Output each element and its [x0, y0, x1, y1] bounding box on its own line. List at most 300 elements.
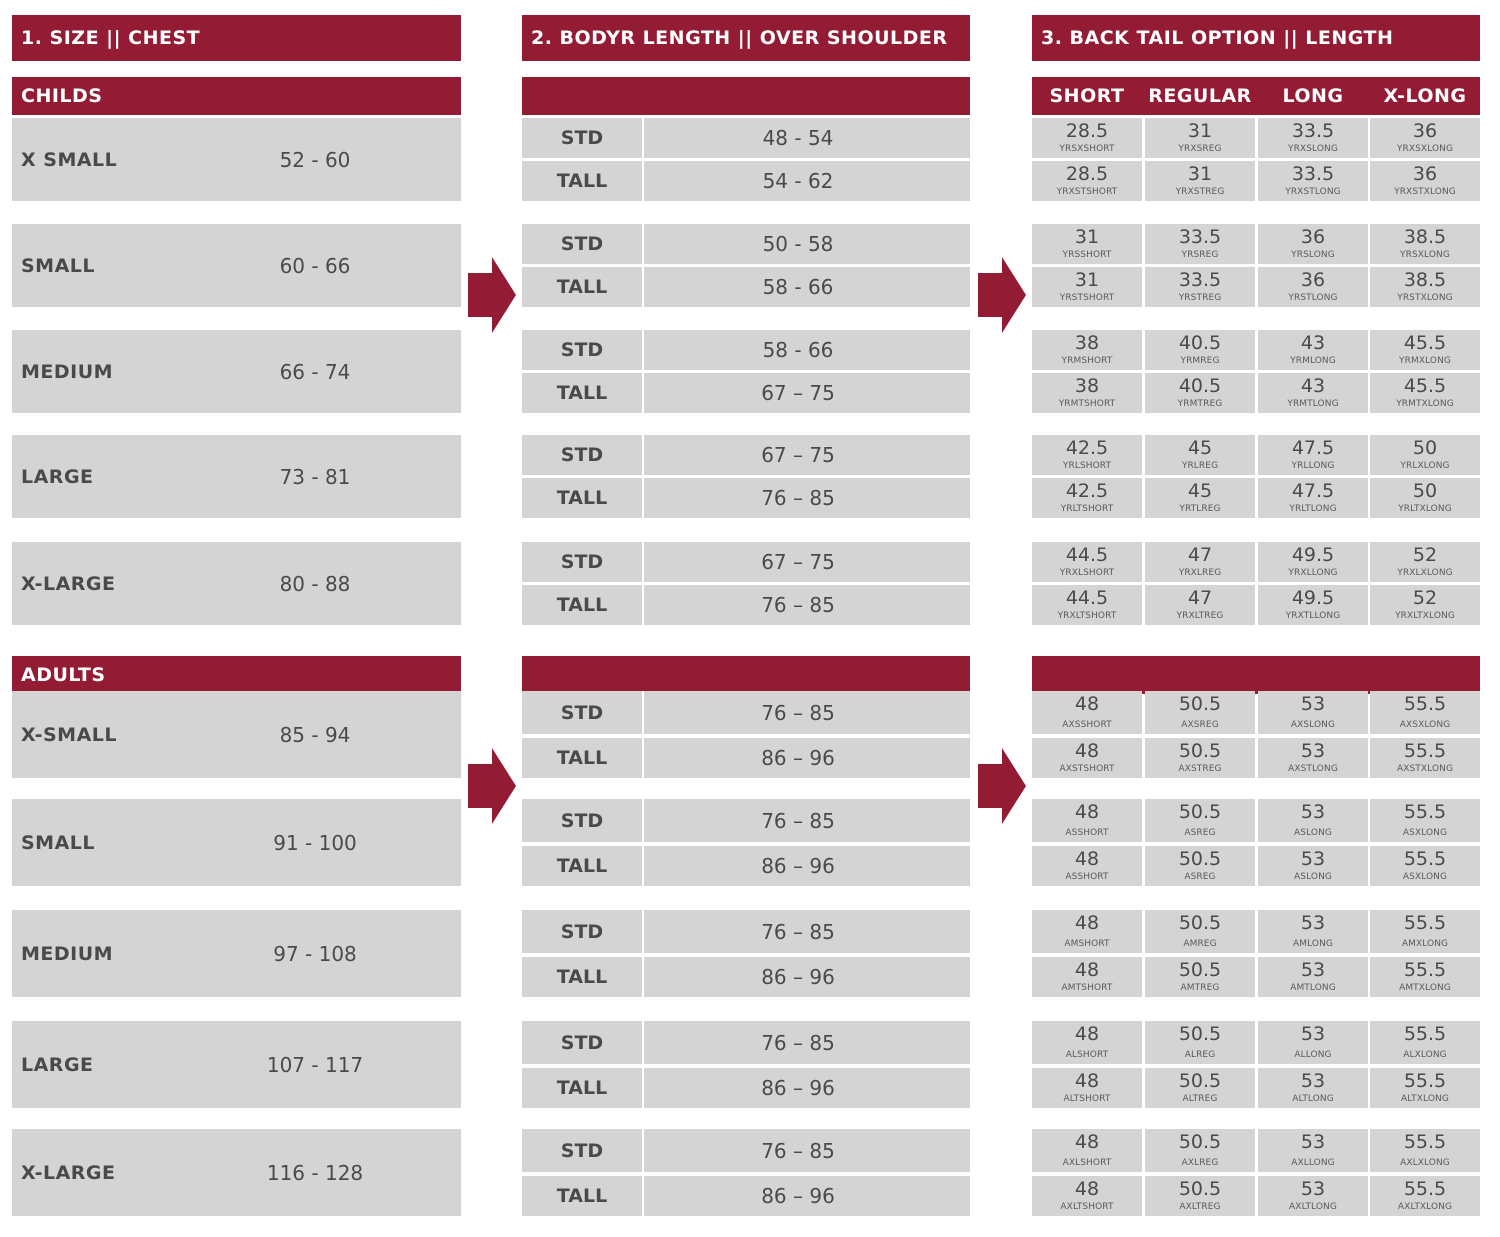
tail-length: 33.5 [1178, 226, 1222, 248]
tail-code: AXLSHORT [1062, 1158, 1112, 1168]
tail-length: 47.5 [1291, 437, 1335, 459]
tail-length: 38 [1074, 332, 1100, 354]
tail-code: YRXSREG [1178, 144, 1222, 154]
tail-column-header: X-LONG [1383, 85, 1467, 107]
length-range: 67 – 75 [761, 550, 835, 574]
length-row [522, 435, 970, 475]
tail-code: AMLONG [1292, 939, 1333, 949]
tail-cell [1258, 435, 1368, 475]
tail-code: ASXLONG [1402, 828, 1448, 838]
tail-cell [1032, 330, 1142, 370]
tail-code: AXSREG [1181, 720, 1219, 730]
tail-code: YRXSTSHORT [1056, 187, 1118, 197]
tail-code: AXLTXLONG [1397, 1202, 1453, 1212]
tail-length: 40.5 [1178, 332, 1222, 354]
tail-cell [1145, 691, 1255, 734]
fit-label: TALL [556, 276, 608, 298]
tail-code: YRXSXLONG [1396, 144, 1454, 154]
tail-cell [1145, 118, 1255, 158]
size-name: SMALL [21, 254, 96, 277]
tail-length: 42.5 [1065, 437, 1109, 459]
length-range: 54 - 62 [762, 169, 834, 193]
group-label: CHILDS [12, 77, 461, 115]
tail-code: ALTSHORT [1063, 1094, 1111, 1104]
length-range: 50 - 58 [762, 232, 834, 256]
chest-range: 73 - 81 [279, 464, 351, 489]
tail-cell [1258, 478, 1368, 518]
tail-code: YRMTSHORT [1058, 399, 1116, 409]
fit-label: STD [560, 701, 604, 724]
tail-code: YRMTLONG [1287, 399, 1339, 409]
tail-code: YRLLONG [1291, 461, 1335, 471]
tail-length: 53 [1300, 1070, 1326, 1092]
tail-length: 52 [1412, 544, 1438, 566]
tail-length: 45 [1187, 480, 1213, 502]
tail-code: AXLTSHORT [1060, 1202, 1114, 1212]
tail-cell [1370, 435, 1480, 475]
tail-code: YRSLONG [1291, 250, 1335, 260]
tail-cell [1032, 910, 1142, 953]
tail-cell [1370, 478, 1480, 518]
tail-cell [1370, 118, 1480, 158]
length-row [522, 118, 970, 158]
tail-length: 40.5 [1178, 375, 1222, 397]
fit-label: TALL [556, 747, 608, 769]
tail-cell [1032, 161, 1142, 201]
tail-length: 49.5 [1291, 587, 1335, 609]
size-name: MEDIUM [21, 942, 114, 965]
tail-length: 50 [1412, 437, 1438, 459]
length-row [522, 846, 970, 886]
tail-length: 53 [1300, 959, 1326, 981]
body-length-subheader-bar [522, 77, 970, 115]
tail-code: AXLTLONG [1289, 1202, 1337, 1212]
tail-code: YRXSTREG [1175, 187, 1225, 197]
tail-code: AXSTLONG [1288, 764, 1338, 774]
tail-cell [1032, 118, 1142, 158]
size-name: SMALL [21, 831, 96, 854]
tail-code: ASREG [1184, 828, 1216, 838]
tail-code: AMSHORT [1064, 939, 1110, 949]
tail-code: AXLTREG [1179, 1202, 1221, 1212]
size-row [12, 118, 461, 201]
length-row [522, 1021, 970, 1064]
fit-label: STD [560, 127, 604, 149]
tail-columns-bar [1032, 656, 1480, 694]
tail-code: YRLTSHORT [1060, 504, 1114, 514]
tail-length: 50.5 [1178, 740, 1222, 762]
tail-cell [1032, 373, 1142, 413]
tail-length: 49.5 [1291, 544, 1335, 566]
chest-range: 107 - 117 [266, 1052, 364, 1077]
length-range: 76 – 85 [761, 1138, 835, 1163]
tail-length: 50.5 [1178, 1178, 1222, 1200]
tail-cell [1370, 161, 1480, 201]
tail-cell [1145, 224, 1255, 264]
tail-length: 38.5 [1403, 226, 1447, 248]
size-name: X-LARGE [21, 572, 116, 595]
tail-cell [1258, 373, 1368, 413]
tail-length: 38.5 [1403, 269, 1447, 291]
tail-cell [1370, 542, 1480, 582]
tail-length: 55.5 [1403, 1178, 1447, 1200]
tail-length: 33.5 [1178, 269, 1222, 291]
size-row [12, 799, 461, 886]
tail-length: 44.5 [1065, 544, 1109, 566]
tail-length: 31 [1074, 226, 1100, 248]
fit-label: TALL [556, 966, 608, 988]
tail-code: YRLXLONG [1400, 461, 1450, 471]
tail-cell [1145, 330, 1255, 370]
body-length-subheader-bar [522, 656, 970, 694]
chest-range: 60 - 66 [279, 253, 351, 278]
tail-cell [1258, 585, 1368, 625]
tail-column-header: REGULAR [1148, 85, 1252, 107]
tail-code: YRXSTXLONG [1394, 187, 1456, 197]
tail-length: 55.5 [1403, 848, 1447, 870]
tail-cell [1145, 435, 1255, 475]
tail-code: ASLONG [1294, 828, 1332, 838]
tail-cell [1032, 585, 1142, 625]
tail-code: AXSXLONG [1399, 720, 1451, 730]
tail-code: YRXSTLONG [1285, 187, 1341, 197]
length-row [522, 478, 970, 518]
tail-code: YRMXLONG [1399, 356, 1451, 366]
size-name: X SMALL [21, 148, 118, 171]
tail-code: YRMSHORT [1061, 356, 1113, 366]
tail-code: AXSSHORT [1062, 720, 1112, 730]
tail-code: AMTLONG [1290, 983, 1336, 993]
tail-length: 47 [1187, 544, 1213, 566]
tail-cell [1258, 267, 1368, 307]
tail-code: YRMTREG [1177, 399, 1223, 409]
chest-range: 85 - 94 [279, 722, 351, 747]
fit-label: STD [560, 233, 604, 255]
fit-label: STD [560, 1139, 604, 1162]
tail-length: 50.5 [1178, 693, 1222, 715]
tail-cell [1032, 435, 1142, 475]
tail-length: 31 [1187, 120, 1213, 142]
tail-length: 50.5 [1178, 912, 1222, 934]
length-row [522, 799, 970, 842]
tail-cell [1370, 330, 1480, 370]
tail-length: 43 [1300, 332, 1326, 354]
tail-cell [1370, 224, 1480, 264]
tail-code: YRXLTXLONG [1395, 611, 1455, 621]
length-row [522, 691, 970, 734]
tail-code: AXSTSHORT [1059, 764, 1115, 774]
chest-range: 52 - 60 [279, 147, 351, 172]
tail-code: YRSXSHORT [1059, 144, 1115, 154]
length-range: 58 - 66 [762, 338, 834, 362]
fit-label: STD [560, 551, 604, 573]
tail-cell [1032, 1176, 1142, 1216]
tail-length: 38 [1074, 375, 1100, 397]
tail-code: AXLLONG [1291, 1158, 1335, 1168]
length-row [522, 910, 970, 953]
length-row [522, 957, 970, 997]
length-range: 67 – 75 [761, 381, 835, 405]
size-name: X-SMALL [21, 723, 117, 746]
tail-length: 45 [1187, 437, 1213, 459]
chest-range: 116 - 128 [266, 1160, 364, 1185]
arrow-right-icon [978, 748, 1026, 824]
tail-length: 33.5 [1291, 120, 1335, 142]
tail-cell [1370, 691, 1480, 734]
length-row [522, 1068, 970, 1108]
tail-length: 33.5 [1291, 163, 1335, 185]
tail-cell [1032, 691, 1142, 734]
body-length-header: 2. BODYR LENGTH || OVER SHOULDER [522, 15, 970, 61]
tail-cell [1032, 799, 1142, 842]
tail-length: 48 [1074, 1131, 1100, 1153]
tail-code: AXLREG [1181, 1158, 1219, 1168]
tail-cell [1032, 542, 1142, 582]
tail-code: ALXLONG [1403, 1050, 1447, 1060]
tail-cell [1258, 691, 1368, 734]
tail-length: 53 [1300, 1131, 1326, 1153]
tail-code: ALREG [1184, 1050, 1216, 1060]
chest-range: 97 - 108 [273, 941, 357, 966]
fit-label: TALL [556, 855, 608, 877]
fit-label: STD [560, 1031, 604, 1054]
tail-length: 50.5 [1178, 1070, 1222, 1092]
length-row [522, 542, 970, 582]
length-range: 86 – 96 [761, 965, 835, 989]
length-range: 76 – 85 [761, 593, 835, 617]
tail-code: YRMREG [1180, 356, 1220, 366]
fit-label: TALL [556, 487, 608, 509]
tail-cell [1258, 738, 1368, 778]
tail-code: ALSHORT [1065, 1050, 1109, 1060]
size-row [12, 691, 461, 778]
tail-cell [1370, 738, 1480, 778]
tail-length: 55.5 [1403, 740, 1447, 762]
tail-length: 50.5 [1178, 959, 1222, 981]
tail-code: ASLONG [1294, 872, 1332, 882]
tail-code: AMXLONG [1401, 939, 1449, 949]
tail-code: YRXTLLONG [1285, 611, 1341, 621]
tail-code: YRSSHORT [1062, 250, 1112, 260]
length-row [522, 1176, 970, 1216]
tail-code: YRXLSHORT [1059, 568, 1115, 578]
tail-code: YRLTLONG [1289, 504, 1337, 514]
size-name: LARGE [21, 465, 94, 488]
length-row [522, 373, 970, 413]
length-range: 76 – 85 [761, 808, 835, 833]
size-row [12, 910, 461, 997]
tail-length: 52 [1412, 587, 1438, 609]
tail-length: 48 [1074, 912, 1100, 934]
tail-cell [1145, 1129, 1255, 1172]
tail-code: AXSLONG [1290, 720, 1336, 730]
length-range: 76 – 85 [761, 1030, 835, 1055]
tail-cell [1370, 267, 1480, 307]
fit-label: TALL [556, 1185, 608, 1207]
tail-length: 43 [1300, 375, 1326, 397]
tail-length: 42.5 [1065, 480, 1109, 502]
size-name: X-LARGE [21, 1161, 116, 1184]
tail-cell [1370, 585, 1480, 625]
tail-code: AMTSHORT [1061, 983, 1113, 993]
size-row [12, 435, 461, 518]
tail-length: 55.5 [1403, 1070, 1447, 1092]
tail-length: 53 [1300, 848, 1326, 870]
fit-label: STD [560, 444, 604, 466]
fit-label: TALL [556, 1077, 608, 1099]
tail-code: YRXSLONG [1288, 144, 1338, 154]
tail-cell [1258, 330, 1368, 370]
tail-cell [1370, 373, 1480, 413]
tail-length: 45.5 [1403, 375, 1447, 397]
length-range: 86 – 96 [761, 854, 835, 878]
tail-cell [1370, 1021, 1480, 1064]
arrow-right-icon [468, 748, 516, 824]
length-row [522, 585, 970, 625]
tail-length: 50.5 [1178, 1023, 1222, 1045]
tail-code: YRLTXLONG [1398, 504, 1452, 514]
fit-label: TALL [556, 382, 608, 404]
tail-length: 36 [1412, 120, 1438, 142]
tail-code: ALTLONG [1292, 1094, 1334, 1104]
size-name: MEDIUM [21, 360, 114, 383]
tail-length: 55.5 [1403, 1023, 1447, 1045]
tail-length: 48 [1074, 1178, 1100, 1200]
tail-code: AMREG [1183, 939, 1217, 949]
tail-cell [1370, 957, 1480, 997]
size-row [12, 330, 461, 413]
length-range: 58 - 66 [762, 275, 834, 299]
tail-length: 48 [1074, 801, 1100, 823]
tail-length: 53 [1300, 801, 1326, 823]
tail-code: YRSXLONG [1400, 250, 1450, 260]
tail-cell [1032, 1021, 1142, 1064]
length-range: 67 – 75 [761, 443, 835, 467]
tail-length: 50.5 [1178, 848, 1222, 870]
group-label: ADULTS [12, 656, 461, 694]
chest-range: 66 - 74 [279, 359, 351, 384]
tail-cell [1145, 910, 1255, 953]
fit-label: STD [560, 809, 604, 832]
tail-cell [1032, 224, 1142, 264]
tail-cell [1370, 910, 1480, 953]
length-row [522, 267, 970, 307]
tail-length: 50.5 [1178, 1131, 1222, 1153]
tail-cell [1145, 738, 1255, 778]
tail-cell [1258, 161, 1368, 201]
tail-code: YRXLTREG [1176, 611, 1224, 621]
tail-length: 55.5 [1403, 801, 1447, 823]
tail-code: YRSTREG [1178, 293, 1222, 303]
tail-cell [1145, 846, 1255, 886]
tail-cell [1032, 957, 1142, 997]
tail-length: 36 [1412, 163, 1438, 185]
size-row [12, 1129, 461, 1216]
chest-range: 80 - 88 [279, 571, 351, 596]
tail-length: 50.5 [1178, 801, 1222, 823]
tail-cell [1258, 1021, 1368, 1064]
tail-length: 48 [1074, 848, 1100, 870]
length-range: 86 – 96 [761, 746, 835, 770]
tail-length: 47 [1187, 587, 1213, 609]
tail-code: ASREG [1184, 872, 1216, 882]
tail-cell [1258, 1176, 1368, 1216]
size-name: LARGE [21, 1053, 94, 1076]
tail-code: ASSHORT [1065, 872, 1109, 882]
tail-cell [1258, 910, 1368, 953]
size-row [12, 1021, 461, 1108]
tail-length: 53 [1300, 693, 1326, 715]
tail-length: 36 [1300, 226, 1326, 248]
tail-code: ALLONG [1294, 1050, 1332, 1060]
tail-length: 53 [1300, 1178, 1326, 1200]
tail-cell [1258, 846, 1368, 886]
fit-label: TALL [556, 170, 608, 192]
tail-cell [1145, 373, 1255, 413]
tail-code: ALTXLONG [1401, 1094, 1449, 1104]
tail-code: YRMLONG [1290, 356, 1336, 366]
tail-code: ASXLONG [1402, 872, 1448, 882]
size-chest-header: 1. SIZE || CHEST [12, 15, 461, 61]
tail-cell [1145, 1176, 1255, 1216]
tail-cell [1032, 738, 1142, 778]
arrow-right-icon [468, 257, 516, 333]
tail-length: 53 [1300, 1023, 1326, 1045]
tail-code: AXSTREG [1178, 764, 1222, 774]
tail-code: YRSTSHORT [1059, 293, 1115, 303]
tail-length: 28.5 [1065, 163, 1109, 185]
tail-columns-bar [1032, 77, 1480, 115]
size-row [12, 542, 461, 625]
tail-length: 44.5 [1065, 587, 1109, 609]
length-range: 86 – 96 [761, 1184, 835, 1208]
fit-label: TALL [556, 594, 608, 616]
length-range: 76 – 85 [761, 486, 835, 510]
tail-length: 48 [1074, 1070, 1100, 1092]
tail-cell [1370, 1068, 1480, 1108]
tail-length: 55.5 [1403, 912, 1447, 934]
tail-length: 50 [1412, 480, 1438, 502]
arrow-right-icon [978, 257, 1026, 333]
tail-cell [1258, 542, 1368, 582]
tail-cell [1032, 1129, 1142, 1172]
length-row [522, 738, 970, 778]
chest-range: 91 - 100 [273, 830, 357, 855]
tail-cell [1032, 846, 1142, 886]
tail-cell [1145, 478, 1255, 518]
tail-code: YRMTXLONG [1396, 399, 1454, 409]
tail-length: 53 [1300, 912, 1326, 934]
tail-code: YRLREG [1181, 461, 1219, 471]
length-range: 76 – 85 [761, 919, 835, 944]
tail-cell [1258, 224, 1368, 264]
tail-code: AXLXLONG [1400, 1158, 1450, 1168]
length-row [522, 224, 970, 264]
tail-code: YRXLLONG [1288, 568, 1338, 578]
tail-cell [1145, 1068, 1255, 1108]
tail-cell [1370, 846, 1480, 886]
tail-code: ASSHORT [1065, 828, 1109, 838]
tail-length: 53 [1300, 740, 1326, 762]
length-row [522, 330, 970, 370]
tail-code: YRXLXLONG [1397, 568, 1453, 578]
tail-cell [1145, 799, 1255, 842]
length-row [522, 161, 970, 201]
tail-length: 48 [1074, 693, 1100, 715]
tail-code: YRSTLONG [1288, 293, 1338, 303]
tail-cell [1370, 1129, 1480, 1172]
tail-cell [1145, 957, 1255, 997]
